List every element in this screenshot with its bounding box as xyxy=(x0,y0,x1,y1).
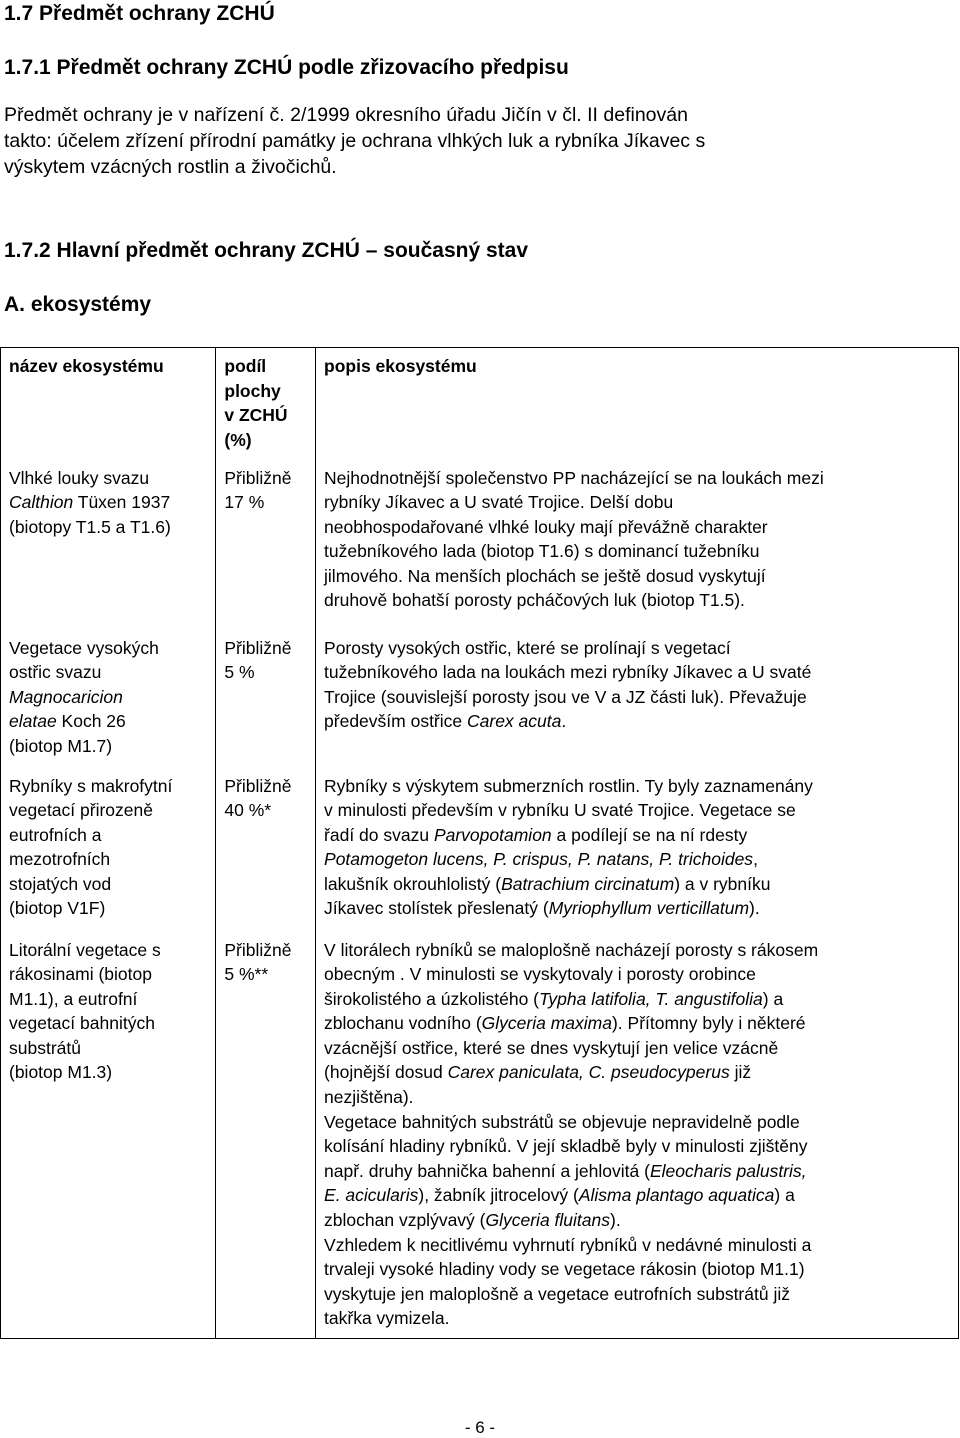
text-span: Vlhké louky svazu xyxy=(9,467,150,488)
text-span: trvaleji vysoké hladiny vody se vegetace rákosin (biotop M1.1) xyxy=(324,1259,805,1280)
text-span: (biotopy T1.5 a T1.6) xyxy=(9,516,171,537)
text-span: a podílejí se na ní rdesty xyxy=(551,824,748,845)
name-line xyxy=(9,896,209,921)
text-span: kolísání hladiny rybníků. V její skladbě byly v minulosti zjištěny xyxy=(324,1136,808,1157)
text-span: Jíkavec stolístek přeslenatý ( xyxy=(324,898,549,919)
share-line xyxy=(224,660,309,685)
name-line xyxy=(9,1060,209,1085)
desc-line xyxy=(324,1060,952,1085)
italic-text: Batrachium circinatum xyxy=(501,873,675,894)
cell-ecosystem-name xyxy=(1,932,216,1339)
name-line xyxy=(9,685,209,710)
italic-text: Parvopotamion xyxy=(433,824,552,845)
desc-line xyxy=(324,1282,952,1307)
text-span: řadí do svazu xyxy=(324,824,434,845)
cell-description xyxy=(316,630,959,768)
text-span: Přibližně xyxy=(224,939,292,960)
desc-line xyxy=(324,1134,952,1159)
desc-line xyxy=(324,1208,952,1233)
name-line xyxy=(9,938,209,963)
text-span: zblochan vzplývavý ( xyxy=(324,1210,486,1231)
name-line xyxy=(9,734,209,759)
header-share-line: plochy xyxy=(224,380,281,401)
name-line xyxy=(9,660,209,685)
cell-ecosystem-name xyxy=(1,630,216,768)
desc-line xyxy=(324,1159,952,1184)
italic-text: Glyceria fluitans xyxy=(485,1210,610,1231)
desc-line xyxy=(324,515,952,540)
italic-text: Magnocaricion xyxy=(9,686,123,707)
cell-area-share xyxy=(216,932,316,1339)
text-span: ), žabník jitrocelový ( xyxy=(418,1185,579,1206)
table-row xyxy=(1,932,959,1339)
italic-text: Glyceria maxima xyxy=(481,1013,612,1034)
text-span: , xyxy=(753,849,758,870)
text-span: ) a xyxy=(774,1185,795,1206)
desc-line xyxy=(324,774,952,799)
italic-text: Calthion xyxy=(9,492,74,513)
heading-1-7-1: 1.7.1 Předmět ochrany ZCHÚ podle zřizovacího předpisu xyxy=(4,56,569,79)
desc-line xyxy=(324,1110,952,1135)
text-span: Nejhodnotnější společenstvo PP nacházející se na loukách mezi xyxy=(324,467,824,488)
heading-1-7: 1.7 Předmět ochrany ZCHÚ xyxy=(4,2,275,25)
text-span: Přibližně xyxy=(224,467,292,488)
text-span: 17 % xyxy=(224,492,265,513)
text-span: vegetací přirozeně xyxy=(9,800,153,821)
intro-line: Předmět ochrany je v nařízení č. 2/1999 okresního úřadu Jičín v čl. II definován xyxy=(4,104,688,126)
heading-1-7-2: 1.7.2 Hlavní předmět ochrany ZCHÚ – současný stav xyxy=(4,239,529,262)
name-line xyxy=(9,962,209,987)
desc-line xyxy=(324,987,952,1012)
intro-paragraph xyxy=(4,102,934,180)
name-line xyxy=(9,1011,209,1036)
cell-ecosystem-name xyxy=(1,460,216,630)
text-span: ). Přítomny byly i některé xyxy=(611,1013,806,1034)
text-span: Rybníky s výskytem submerzních rostlin. Ty byly zaznamenány xyxy=(324,775,813,796)
share-line xyxy=(224,938,309,963)
cell-area-share xyxy=(216,768,316,932)
text-span: 5 %** xyxy=(224,964,269,985)
desc-line xyxy=(324,823,952,848)
desc-line xyxy=(324,1183,952,1208)
text-span: Porosty vysokých ostřic, které se prolínají s vegetací xyxy=(324,637,731,658)
text-span: druhově bohatší porosty pcháčových luk (biotop T1.5). xyxy=(324,590,745,611)
text-span: především ostřice xyxy=(324,711,467,732)
share-line xyxy=(224,466,309,491)
text-span: 40 %* xyxy=(224,800,272,821)
desc-line xyxy=(324,896,952,921)
text-span: obecným . V minulosti se vyskytovaly i porosty orobince xyxy=(324,964,756,985)
text-span: ) a xyxy=(762,988,784,1009)
desc-line xyxy=(324,962,952,987)
italic-text: E. acicularis xyxy=(324,1185,419,1206)
table-header-row xyxy=(1,348,959,460)
text-span: lakušník okrouhlolistý ( xyxy=(324,873,502,894)
text-span: Trojice (souvislejší porosty jsou ve V a JZ části luk). Převažuje xyxy=(324,686,807,707)
name-line xyxy=(9,872,209,897)
text-span: (biotop M1.3) xyxy=(9,1062,113,1083)
desc-line xyxy=(324,1036,952,1061)
share-line xyxy=(224,774,309,799)
text-span: Koch 26 xyxy=(56,711,126,732)
text-span: Rybníky s makrofytní xyxy=(9,775,173,796)
text-span: vzácnější ostřice, které se dnes vyskytují jen velice vzácně xyxy=(324,1037,779,1058)
share-line xyxy=(224,490,309,515)
desc-line xyxy=(324,1257,952,1282)
text-span: neobhospodařované vlhké louky mají převážně charakter xyxy=(324,516,768,537)
table-row xyxy=(1,768,959,932)
text-span: ). xyxy=(749,898,760,919)
desc-line xyxy=(324,490,952,515)
name-line xyxy=(9,466,209,491)
text-span: tužebníkového lada na loukách mezi rybníky Jíkavec a U svaté xyxy=(324,662,812,683)
text-span: eutrofních a xyxy=(9,824,102,845)
name-line xyxy=(9,774,209,799)
header-desc: popis ekosystému xyxy=(316,348,959,460)
desc-line xyxy=(324,938,952,963)
text-span: zblochanu vodního ( xyxy=(324,1013,482,1034)
text-span: Vegetace bahnitých substrátů se objevuje nepravidelně podle xyxy=(324,1111,800,1132)
name-line xyxy=(9,515,209,540)
text-span: (biotop M1.7) xyxy=(9,735,113,756)
header-share-line: v ZCHÚ xyxy=(224,405,288,426)
desc-line xyxy=(324,466,952,491)
desc-line xyxy=(324,1085,952,1110)
name-line xyxy=(9,823,209,848)
italic-text: Carex acuta xyxy=(467,711,562,732)
text-span: Tüxen 1937 xyxy=(73,492,171,513)
italic-text: Myriophyllum verticillatum xyxy=(548,898,750,919)
text-span: vegetací bahnitých xyxy=(9,1013,155,1034)
text-span: Přibližně xyxy=(224,775,292,796)
name-line xyxy=(9,987,209,1012)
italic-text: Typha latifolia, T. angustifolia xyxy=(539,988,763,1009)
text-span: Vzhledem k necitlivému vyhrnutí rybníků v nedávné minulosti a xyxy=(324,1234,812,1255)
desc-line xyxy=(324,660,952,685)
text-span: ). xyxy=(610,1210,621,1231)
text-span: Přibližně xyxy=(224,637,292,658)
share-line xyxy=(224,636,309,661)
italic-text: trichoides xyxy=(678,849,754,870)
italic-text: Alisma plantago aquatica xyxy=(578,1185,775,1206)
text-span: vyskytuje jen maloplošně a vegetace eutrofních substrátů již xyxy=(324,1283,790,1304)
cell-description xyxy=(316,932,959,1339)
text-span: takřka vymizela. xyxy=(324,1308,450,1329)
text-span: v minulosti především v rybníku U svaté Trojice. Vegetace se xyxy=(324,800,796,821)
cell-area-share xyxy=(216,460,316,630)
desc-line xyxy=(324,1306,952,1331)
name-line xyxy=(9,636,209,661)
desc-line xyxy=(324,588,952,613)
desc-line xyxy=(324,847,952,872)
name-line xyxy=(9,847,209,872)
desc-line xyxy=(324,636,952,661)
text-span: ) a v rybníku xyxy=(674,873,771,894)
cell-description xyxy=(316,460,959,630)
text-span: rákosinami (biotop xyxy=(9,964,152,985)
desc-line xyxy=(324,872,952,897)
header-share xyxy=(216,348,316,460)
table-row xyxy=(1,460,959,630)
desc-line xyxy=(324,564,952,589)
italic-text: Potamogeton lucens, P. crispus, P. natans, P. xyxy=(324,849,679,870)
name-line xyxy=(9,1036,209,1061)
text-span: (hojnější dosud xyxy=(324,1062,448,1083)
cell-description xyxy=(316,768,959,932)
page-number: - 6 - xyxy=(464,1418,496,1437)
intro-line: takto: účelem zřízení přírodní památky je ochrana vlhkých luk a rybníka Jíkavec s xyxy=(4,130,706,152)
cell-area-share xyxy=(216,630,316,768)
table-row xyxy=(1,630,959,768)
desc-line xyxy=(324,685,952,710)
desc-line xyxy=(324,1233,952,1258)
name-line xyxy=(9,709,209,734)
text-span: substrátů xyxy=(9,1037,81,1058)
header-share-line: podíl xyxy=(224,356,267,376)
share-line xyxy=(224,962,309,987)
ecosystem-table xyxy=(0,347,959,1339)
italic-text: Carex paniculata, C. pseudocyperus xyxy=(447,1062,730,1083)
italic-text: Eleocharis palustris, xyxy=(649,1160,807,1181)
text-span: Vegetace vysokých xyxy=(9,637,159,658)
text-span: rybníky Jíkavec a U svaté Trojice. Delší dobu xyxy=(324,492,674,513)
italic-text: elatae xyxy=(9,711,57,732)
text-span: Litorální vegetace s xyxy=(9,939,161,960)
text-span: V litorálech rybníků se maloplošně nacházejí porosty s rákosem xyxy=(324,939,819,960)
text-span: (biotop V1F) xyxy=(9,898,106,919)
header-share-line: (%) xyxy=(224,429,252,450)
text-span: širokolistého a úzkolistého ( xyxy=(324,988,539,1009)
text-span: . xyxy=(561,711,567,732)
cell-ecosystem-name xyxy=(1,768,216,932)
text-span: M1.1), a eutrofní xyxy=(9,988,138,1009)
desc-line xyxy=(324,798,952,823)
desc-line xyxy=(324,539,952,564)
text-span: 5 % xyxy=(224,662,255,683)
text-span: nezjištěna). xyxy=(324,1087,414,1108)
header-name: název ekosystému xyxy=(1,348,216,460)
text-span: mezotrofních xyxy=(9,849,111,870)
heading-ecosystems: A. ekosystémy xyxy=(4,293,152,316)
desc-line xyxy=(324,1011,952,1036)
desc-line xyxy=(324,709,952,734)
text-span: již xyxy=(729,1062,752,1083)
name-line xyxy=(9,490,209,515)
text-span: např. druhy bahnička bahenní a jehlovitá ( xyxy=(324,1160,650,1181)
intro-line: výskytem vzácných rostlin a živočichů. xyxy=(4,156,337,178)
name-line xyxy=(9,798,209,823)
text-span: ostřic svazu xyxy=(9,662,102,683)
text-span: stojatých vod xyxy=(9,873,112,894)
text-span: tužebníkového lada (biotop T1.6) s dominancí tužebníku xyxy=(324,541,760,562)
text-span: jilmového. Na menších plochách se ještě dosud vyskytují xyxy=(324,565,766,586)
share-line xyxy=(224,798,309,823)
